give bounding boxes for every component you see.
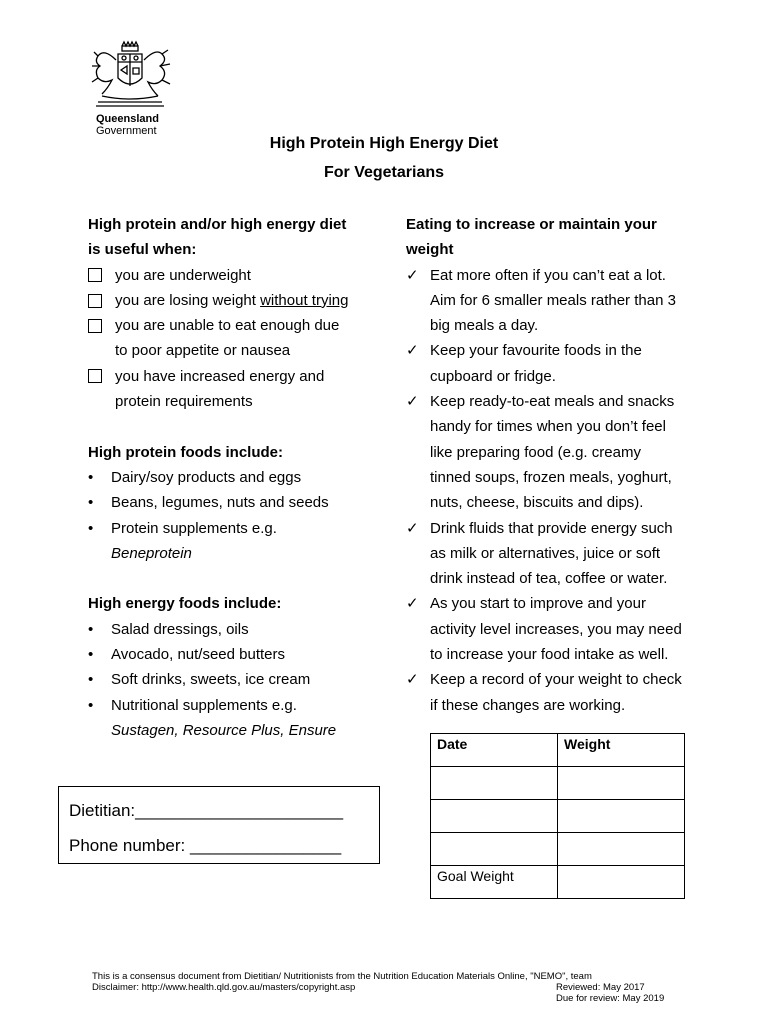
right-column xyxy=(406,212,706,718)
table-row xyxy=(431,800,685,833)
weight-cell[interactable] xyxy=(558,767,685,800)
checkmark-icon: ✓ xyxy=(406,393,419,411)
tip-text: cupboard or fridge. xyxy=(430,367,556,385)
checkmark-icon: ✓ xyxy=(406,519,419,537)
checkmark-icon: ✓ xyxy=(406,342,419,360)
coat-of-arms-icon xyxy=(88,40,172,112)
condition-continuation: protein requirements xyxy=(115,393,253,411)
table-header-row xyxy=(431,734,685,767)
tip-text: activity level increases, you may need xyxy=(430,620,682,638)
left-column xyxy=(88,212,388,743)
energy-foods-heading: High energy foods include: xyxy=(88,595,282,613)
tip-text: Eat more often if you can’t eat a lot. xyxy=(430,266,666,284)
page-subtitle: For Vegetarians xyxy=(323,164,445,181)
condition-continuation: to poor appetite or nausea xyxy=(115,342,291,360)
table-row xyxy=(431,767,685,800)
energy-example: Sustagen, Resource Plus, Ensure xyxy=(111,721,337,739)
checkbox[interactable] xyxy=(88,369,102,383)
intro-heading-line-2: is useful when: xyxy=(88,241,197,259)
condition-text: you are underweight xyxy=(115,266,251,284)
tip-text: Keep a record of your weight to check xyxy=(430,671,682,689)
condition-underlined-text: without trying xyxy=(260,291,349,309)
queensland-government-logo xyxy=(88,40,172,140)
list-item xyxy=(88,516,388,541)
bullet-icon: • xyxy=(88,519,94,537)
tip-text: as milk or alternatives, juice or soft xyxy=(430,544,661,562)
goal-weight-row xyxy=(431,866,685,899)
list-item xyxy=(88,490,388,515)
weight-record-table xyxy=(430,733,685,899)
list-item-text: Salad dressings, oils xyxy=(111,620,249,638)
intro-heading-line-1: High protein and/or high energy diet xyxy=(88,216,347,233)
list-item-text: Avocado, nut/seed butters xyxy=(111,646,286,664)
checkbox[interactable] xyxy=(88,268,102,282)
tip-text: Drink fluids that provide energy such xyxy=(430,519,673,537)
footer-reviewed: Reviewed: May 2017 xyxy=(556,982,645,993)
protein-foods-heading: High protein foods include: xyxy=(88,443,283,461)
tips-heading-line-1: Eating to increase or maintain your xyxy=(406,216,657,233)
phone-number-field[interactable]: Phone number: ________________ xyxy=(69,836,342,855)
bullet-icon: • xyxy=(88,671,94,689)
tip-text: handy for times when you don’t feel xyxy=(430,418,666,436)
column-header-date: Date xyxy=(431,734,558,767)
column-header-weight: Weight xyxy=(558,734,685,767)
bullet-icon: • xyxy=(88,494,94,512)
table-row xyxy=(431,833,685,866)
protein-example: Beneprotein xyxy=(111,544,192,562)
checkbox[interactable] xyxy=(88,294,102,308)
logo-text-government: Government xyxy=(96,125,157,137)
footer-consensus-note: This is a consensus document from Dietitian/ Nutritionists from the Nutrition Education Materials Online, "NEMO", team xyxy=(92,971,592,982)
tip-text: tinned soups, frozen meals, yoghurt, xyxy=(430,468,672,486)
tip-text: to increase your food intake as well. xyxy=(430,646,669,664)
checkmark-icon: ✓ xyxy=(406,266,419,284)
list-item xyxy=(88,693,388,718)
list-item xyxy=(88,667,388,692)
condition-item xyxy=(88,313,388,338)
tip-item xyxy=(406,338,706,389)
contact-box xyxy=(58,786,380,864)
checkmark-icon: ✓ xyxy=(406,671,419,689)
checkmark-icon: ✓ xyxy=(406,595,419,613)
dietitian-field[interactable]: Dietitian:______________________ xyxy=(69,801,344,820)
tip-text: Aim for 6 smaller meals rather than 3 xyxy=(430,291,676,309)
weight-cell[interactable] xyxy=(558,800,685,833)
date-cell[interactable] xyxy=(431,800,558,833)
page-title: High Protein High Energy Diet xyxy=(269,135,499,152)
bullet-icon: • xyxy=(88,696,94,714)
tip-text: Keep ready-to-eat meals and snacks xyxy=(430,393,675,411)
footer-due-for-review: Due for review: May 2019 xyxy=(556,993,665,1004)
tips-heading-line-2: weight xyxy=(406,241,454,259)
condition-text: you have increased energy and xyxy=(115,367,325,385)
footer xyxy=(92,971,682,1004)
goal-weight-cell[interactable] xyxy=(558,866,685,899)
weight-cell[interactable] xyxy=(558,833,685,866)
list-item xyxy=(88,617,388,642)
tip-text: As you start to improve and your xyxy=(430,595,646,613)
tip-item xyxy=(406,591,706,667)
tip-text: drink instead of tea, coffee or water. xyxy=(430,570,668,588)
list-item-text: Dairy/soy products and eggs xyxy=(111,468,302,486)
list-item-text: Protein supplements e.g. xyxy=(111,519,277,537)
list-item xyxy=(88,465,388,490)
goal-weight-label: Goal Weight xyxy=(431,866,558,899)
bullet-icon: • xyxy=(88,646,94,664)
condition-item xyxy=(88,263,388,288)
logo-text-queensland: Queensland xyxy=(96,113,159,125)
footer-disclaimer: Disclaimer: http://www.health.qld.gov.au/masters/copyright.asp xyxy=(92,982,356,993)
tip-item xyxy=(406,263,706,339)
bullet-icon: • xyxy=(88,620,94,638)
list-item-text: Beans, legumes, nuts and seeds xyxy=(111,494,329,512)
list-item-text: Nutritional supplements e.g. xyxy=(111,696,297,714)
tip-text: like preparing food (e.g. creamy xyxy=(430,443,641,461)
tip-text: nuts, cheese, biscuits and dips). xyxy=(430,494,644,512)
tip-text: big meals a day. xyxy=(430,317,539,335)
checkbox[interactable] xyxy=(88,319,102,333)
list-item-text: Soft drinks, sweets, ice cream xyxy=(111,671,311,689)
tip-text: if these changes are working. xyxy=(430,696,626,714)
tip-item xyxy=(406,389,706,515)
tip-item xyxy=(406,516,706,592)
condition-text: you are unable to eat enough due xyxy=(115,317,340,335)
condition-text: you are losing weight xyxy=(115,291,261,309)
date-cell[interactable] xyxy=(431,767,558,800)
condition-item xyxy=(88,288,388,313)
date-cell[interactable] xyxy=(431,833,558,866)
bullet-icon: • xyxy=(88,468,94,486)
tip-item xyxy=(406,667,706,718)
list-item xyxy=(88,642,388,667)
tip-text: Keep your favourite foods in the xyxy=(430,342,642,360)
condition-item xyxy=(88,364,388,389)
